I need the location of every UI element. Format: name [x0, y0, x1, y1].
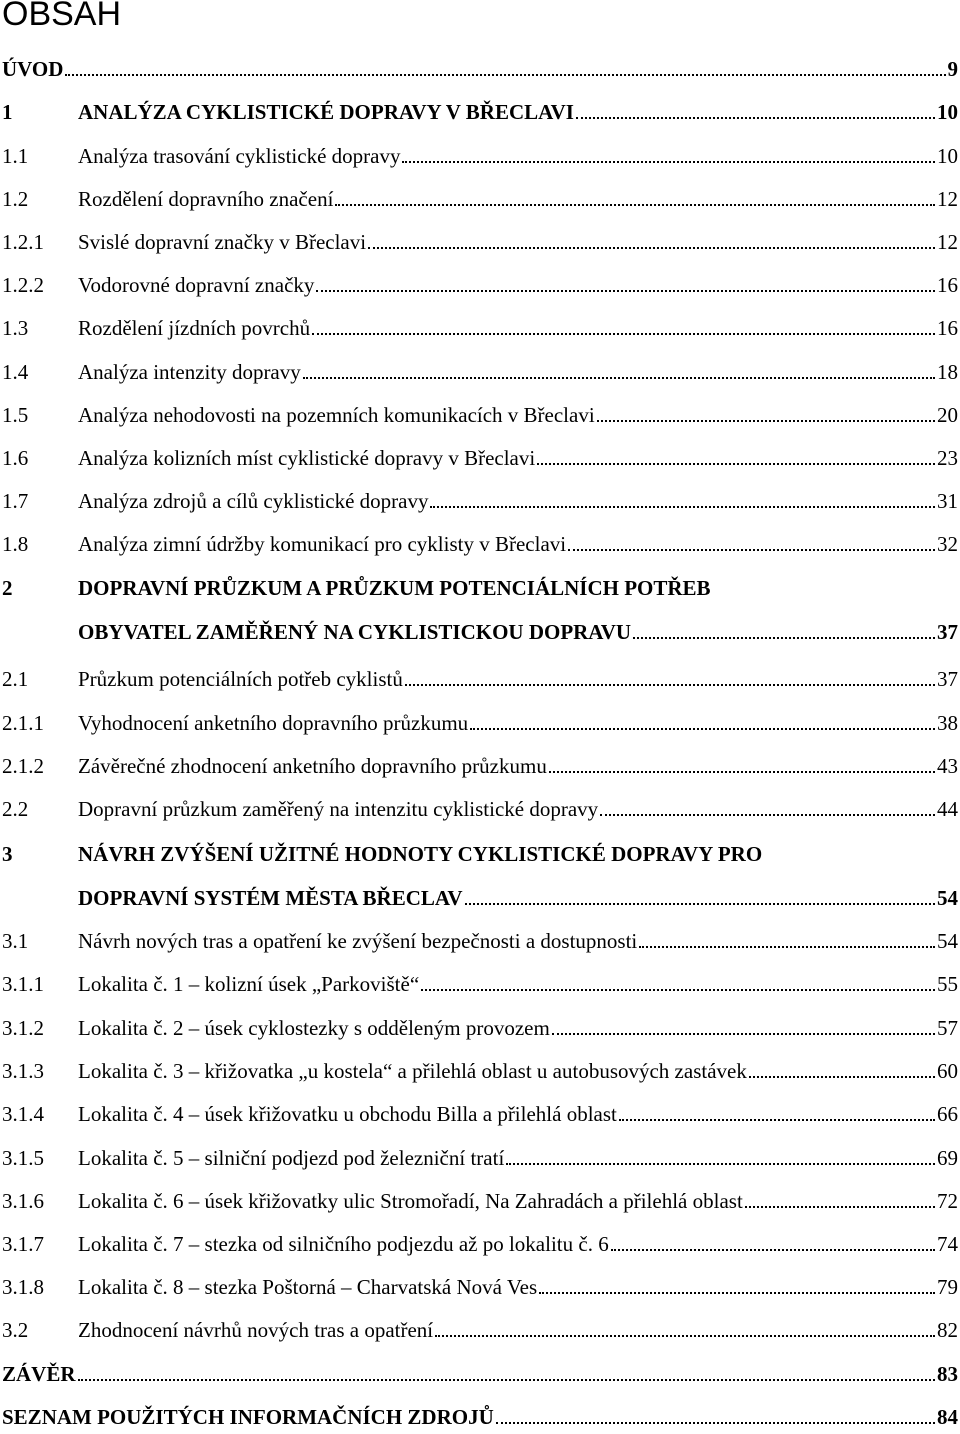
toc-entry-1-2-2[interactable]: [0, 262, 958, 302]
toc-title: Lokalita č. 6 – úsek křižovatky ulic Stromořadí, Na Zahradách a přilehlá oblast: [78, 1189, 743, 1213]
toc-page-number: 55: [937, 972, 958, 996]
toc-number: 2.1.2: [2, 754, 44, 778]
dot-leader: [435, 1335, 935, 1337]
dot-leader: [316, 290, 935, 292]
toc-entry-3-1-3[interactable]: [0, 1048, 958, 1088]
toc-title: Rozdělení dopravního značení: [78, 187, 334, 211]
toc-number: 1.2: [2, 187, 29, 211]
dot-leader: [749, 1076, 935, 1078]
dot-leader: [597, 420, 935, 422]
toc-entry-zaver[interactable]: [0, 1351, 958, 1391]
toc-entry-3-1-7[interactable]: [0, 1221, 958, 1261]
toc-title-line1: NÁVRH ZVÝŠENÍ UŽITNÉ HODNOTY CYKLISTICKÉ DOPRAVY PRO: [78, 842, 763, 866]
toc-entry-1-4[interactable]: [0, 349, 958, 389]
toc-title: ANALÝZA CYKLISTICKÉ DOPRAVY V BŘECLAVI: [78, 100, 574, 124]
toc-number: 3.1.4: [2, 1102, 44, 1126]
page-title: OBSAH: [2, 0, 122, 33]
dot-leader: [576, 117, 935, 119]
toc-number: 2.1: [2, 667, 29, 691]
toc-title: DOPRAVNÍ SYSTÉM MĚSTA BŘECLAV: [78, 886, 463, 910]
dot-leader: [549, 771, 935, 773]
toc-title: Rozdělení jízdních povrchů: [78, 316, 311, 340]
toc-title-line1: DOPRAVNÍ PRŮZKUM A PRŮZKUM POTENCIÁLNÍCH POTŘEB: [78, 576, 711, 600]
toc-number: 2: [2, 576, 13, 600]
toc-title: Analýza nehodovosti na pozemních komunikacích v Břeclavi: [78, 403, 595, 427]
toc-title: Lokalita č. 8 – stezka Poštorná – Charvatská Nová Ves: [78, 1275, 538, 1299]
toc-page-number: 43: [937, 754, 958, 778]
dot-leader: [552, 1033, 935, 1035]
toc-number: 1.8: [2, 532, 29, 556]
toc-page-number: 16: [937, 273, 958, 297]
toc-entry-2[interactable]: [0, 576, 958, 649]
toc-number: 3.1: [2, 929, 29, 953]
toc-entry-3-1-6[interactable]: [0, 1178, 958, 1218]
toc-page-number: 60: [937, 1059, 958, 1083]
dot-leader: [611, 1249, 935, 1251]
toc-entry-3-1-2[interactable]: [0, 1005, 958, 1045]
toc-page-number: 31: [937, 489, 958, 513]
toc-title: Lokalita č. 4 – úsek křižovatku u obchodu Billa a přilehlá oblast: [78, 1102, 617, 1126]
dot-leader: [430, 506, 935, 508]
toc-title: SEZNAM POUŽITÝCH INFORMAČNÍCH ZDROJŮ: [2, 1405, 494, 1429]
toc-title: Lokalita č. 3 – křižovatka „u kostela“ a přilehlá oblast u autobusových zastávek: [78, 1059, 747, 1083]
dot-leader: [405, 684, 935, 686]
toc-page-number: 44: [937, 797, 958, 821]
toc-entry-1-2[interactable]: [0, 176, 958, 216]
toc-entry-3[interactable]: [0, 842, 958, 915]
toc-title: Návrh nových tras a opatření ke zvýšení bezpečnosti a dostupnosti: [78, 929, 638, 953]
toc-entry-1[interactable]: [0, 89, 958, 129]
toc-number: 2.1.1: [2, 711, 44, 735]
toc-page-number: 83: [937, 1362, 958, 1386]
toc-page-number: 66: [937, 1102, 958, 1126]
toc-title: Lokalita č. 5 – silniční podjezd pod železniční tratí: [78, 1146, 505, 1170]
toc-title: Analýza zdrojů a cílů cyklistické dopravy: [78, 489, 429, 513]
toc-page-number: 16: [937, 316, 958, 340]
toc-title: Průzkum potenciálních potřeb cyklistů: [78, 667, 403, 691]
toc-page-number: 57: [937, 1016, 958, 1040]
toc-number: 3.1.1: [2, 972, 44, 996]
dot-leader: [368, 247, 935, 249]
toc-title: Analýza zimní údržby komunikací pro cyklisty v Břeclavi: [78, 532, 567, 556]
toc-page-number: 72: [937, 1189, 958, 1213]
toc-page-number: 84: [937, 1405, 958, 1429]
toc-page-number: 9: [947, 57, 958, 81]
dot-leader: [78, 1379, 935, 1381]
toc-entry-2-1-2[interactable]: [0, 743, 958, 783]
toc-number: 1.2.1: [2, 230, 44, 254]
toc-title: OBYVATEL ZAMĚŘENÝ NA CYKLISTICKOU DOPRAVU: [78, 620, 632, 644]
toc-number: 1.6: [2, 446, 29, 470]
toc-entry-uvod[interactable]: [0, 46, 958, 86]
toc-number: 1.5: [2, 403, 29, 427]
dot-leader: [65, 74, 945, 76]
dot-leader: [312, 333, 935, 335]
toc-page-number: 37: [937, 667, 958, 691]
toc-page-number: 69: [937, 1146, 958, 1170]
toc-title: ÚVOD: [2, 57, 64, 81]
toc-page-number: 38: [937, 711, 958, 735]
toc-number: 1.3: [2, 316, 29, 340]
dot-leader: [537, 463, 935, 465]
toc-entry-1-5[interactable]: [0, 392, 958, 432]
dot-leader: [600, 814, 935, 816]
toc-entry-3-2[interactable]: [0, 1307, 958, 1347]
toc-page-number: 12: [937, 187, 958, 211]
toc-number: 3.1.2: [2, 1016, 44, 1040]
toc-number: 3.1.6: [2, 1189, 44, 1213]
toc-entry-1-1[interactable]: [0, 133, 958, 173]
toc-title: Analýza trasování cyklistické dopravy: [78, 144, 401, 168]
toc-title: Lokalita č. 2 – úsek cyklostezky s odděleným provozem: [78, 1016, 550, 1040]
toc-title: Svislé dopravní značky v Břeclavi: [78, 230, 367, 254]
toc-entry-2-1-1[interactable]: [0, 700, 958, 740]
toc-page-number: 37: [937, 620, 958, 644]
dot-leader: [619, 1119, 935, 1121]
toc-page-number: 82: [937, 1318, 958, 1342]
toc-page-number: 20: [937, 403, 958, 427]
dot-leader: [506, 1163, 935, 1165]
toc-title: Vodorovné dopravní značky: [78, 273, 315, 297]
toc-title: Vyhodnocení anketního dopravního průzkumu: [78, 711, 469, 735]
dot-leader: [745, 1206, 935, 1208]
toc-entry-1-3[interactable]: [0, 305, 958, 345]
dot-leader: [633, 637, 935, 639]
dot-leader: [568, 549, 935, 551]
toc-page-number: 54: [937, 929, 958, 953]
toc-page-number: 54: [937, 886, 958, 910]
dot-leader: [303, 377, 935, 379]
toc-entry-3-1-1[interactable]: [0, 961, 958, 1001]
dot-leader: [421, 989, 935, 991]
toc-number: 1.7: [2, 489, 29, 513]
toc-title: Lokalita č. 7 – stezka od silničního podjezdu až po lokalitu č. 6: [78, 1232, 609, 1256]
toc-number: 3.1.5: [2, 1146, 44, 1170]
toc-number: 1.2.2: [2, 273, 44, 297]
dot-leader: [335, 204, 935, 206]
dot-leader: [639, 946, 935, 948]
toc-title: ZÁVĚR: [2, 1362, 76, 1386]
toc-number: 1: [2, 100, 13, 124]
toc-number: 3.1.7: [2, 1232, 44, 1256]
toc-title: Analýza intenzity dopravy: [78, 360, 301, 384]
toc-page-number: 12: [937, 230, 958, 254]
toc-entry-seznam-zdroju[interactable]: [0, 1394, 958, 1434]
toc-number: 3.1.8: [2, 1275, 44, 1299]
toc-number: 1.1: [2, 144, 29, 168]
toc-title: Závěrečné zhodnocení anketního dopravního průzkumu: [78, 754, 547, 778]
toc-entry-3-1-8[interactable]: [0, 1264, 958, 1304]
toc-page-number: 74: [937, 1232, 958, 1256]
toc-page-number: 10: [937, 144, 958, 168]
toc-number: 3.2: [2, 1318, 29, 1342]
toc-page-number: 23: [937, 446, 958, 470]
toc-entry-3-1-5[interactable]: [0, 1135, 958, 1175]
dot-leader: [496, 1422, 935, 1424]
dot-leader: [402, 161, 935, 163]
toc-page-number: 79: [937, 1275, 958, 1299]
toc-entry-3-1[interactable]: [0, 918, 958, 958]
toc-number: 2.2: [2, 797, 29, 821]
toc-page-number: 18: [937, 360, 958, 384]
toc-title: Analýza kolizních míst cyklistické dopravy v Břeclavi: [78, 446, 536, 470]
toc-entry-3-1-4[interactable]: [0, 1091, 958, 1131]
toc-entry-2-2[interactable]: [0, 786, 958, 826]
toc-page-number: 32: [937, 532, 958, 556]
toc-entry-1-8[interactable]: [0, 521, 958, 561]
toc-title: Lokalita č. 1 – kolizní úsek „Parkoviště“: [78, 972, 420, 996]
toc-number: 3: [2, 842, 13, 866]
dot-leader: [470, 728, 935, 730]
toc-entry-1-6[interactable]: [0, 435, 958, 475]
toc-entry-2-1[interactable]: [0, 656, 958, 696]
toc-number: 3.1.3: [2, 1059, 44, 1083]
dot-leader: [465, 903, 935, 905]
dot-leader: [539, 1292, 935, 1294]
toc-page-number: 10: [937, 100, 958, 124]
toc-title: Zhodnocení návrhů nových tras a opatření: [78, 1318, 434, 1342]
toc-title: Dopravní průzkum zaměřený na intenzitu cyklistické dopravy: [78, 797, 599, 821]
toc-entry-1-2-1[interactable]: [0, 219, 958, 259]
toc-entry-1-7[interactable]: [0, 478, 958, 518]
toc-number: 1.4: [2, 360, 29, 384]
